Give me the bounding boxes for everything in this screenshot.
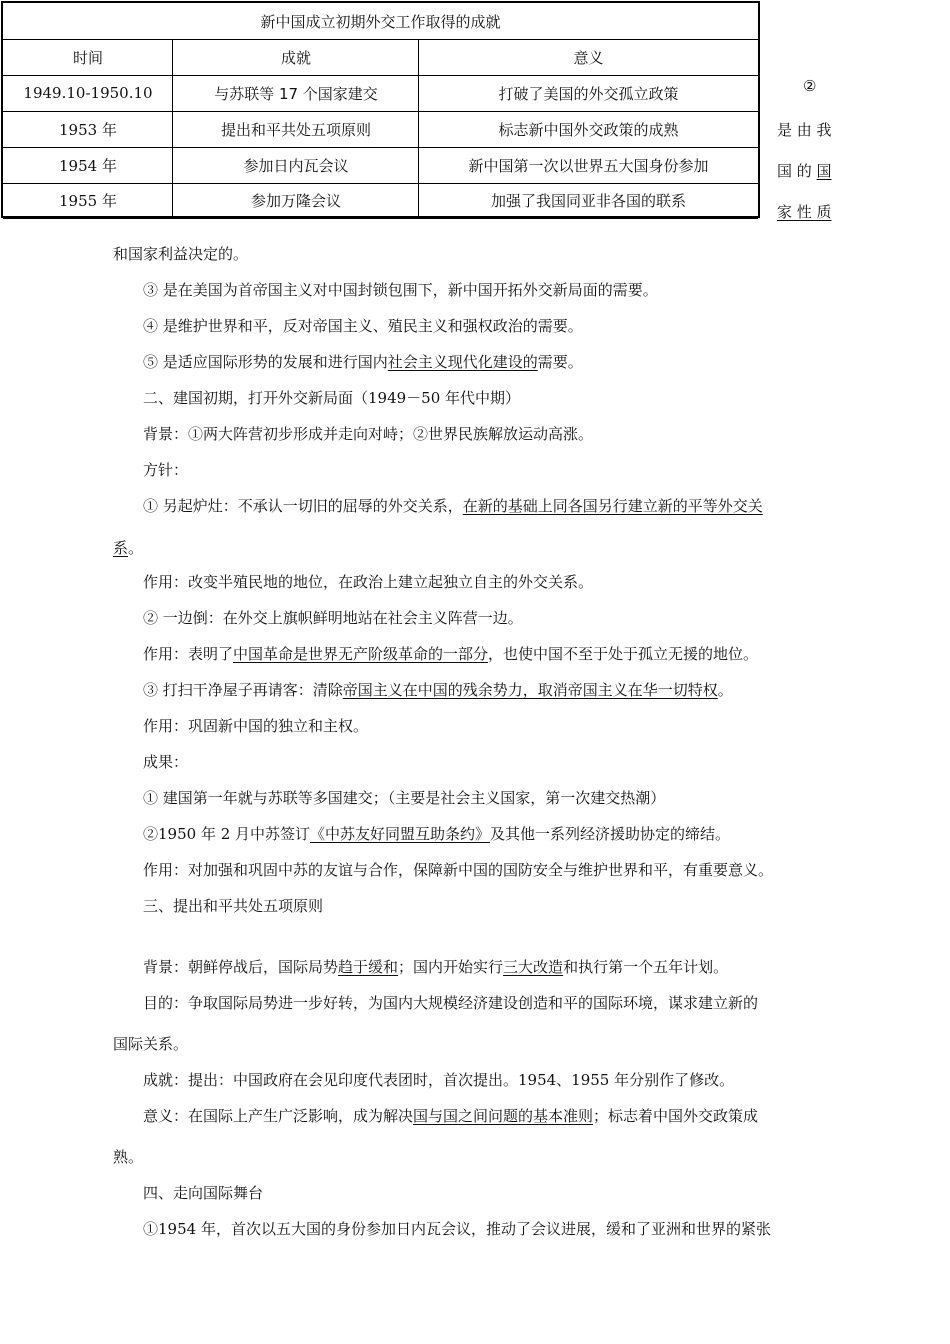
paragraph xyxy=(143,495,950,516)
header-time: 时间 xyxy=(72,48,103,67)
row-meaning: 标志新中国外交政策的成熟 xyxy=(498,120,679,139)
row-time: 1954 年 xyxy=(59,156,117,175)
paragraph xyxy=(143,643,950,664)
text: ① 另起炉灶：不承认一切旧的屈辱的外交关系， xyxy=(143,497,463,515)
side-marker: ② xyxy=(803,77,817,95)
table-row xyxy=(3,183,758,219)
text: ③ 打扫干净屋子再请客：清除 xyxy=(143,681,343,699)
column-divider xyxy=(172,39,173,216)
text: ②1950 年 2 月中苏签订 xyxy=(143,825,311,843)
paragraph xyxy=(143,679,950,700)
side-text: 国 的 xyxy=(777,162,817,180)
paragraph: 目的：争取国际局势进一步好转，为国内大规模经济建设创造和平的国际环境，谋求建立新的 xyxy=(143,994,759,1012)
text: ，也使中国不至于处于孤立无援的地位。 xyxy=(488,645,759,663)
paragraph: 作用：改变半殖民地的地位，在政治上建立起独立自主的外交关系。 xyxy=(143,573,594,591)
underlined-text: 在新的基础上同各国另行建立新的平等外交关 xyxy=(462,497,763,515)
paragraph: 作用：巩固新中国的独立和主权。 xyxy=(143,717,369,735)
row-achievement: 参加日内瓦会议 xyxy=(243,156,349,175)
paragraph: 国际关系。 xyxy=(113,1035,189,1053)
achievements-table xyxy=(1,1,760,218)
paragraph: 成就：提出：中国政府在会见印度代表团时，首次提出。1954、1955 年分别作了修改。 xyxy=(143,1071,735,1089)
paragraph: ② 一边倒：在外交上旗帜鲜明地站在社会主义阵营一边。 xyxy=(143,609,523,627)
text: 意义：在国际上产生广泛影响，成为解决 xyxy=(143,1107,414,1125)
table-row xyxy=(3,75,758,112)
text: ；标志着中国外交政策成 xyxy=(593,1107,759,1125)
header-achievement: 成就 xyxy=(280,48,311,67)
paragraph: 背景：①两大阵营初步形成并走向对峙；②世界民族解放运动高涨。 xyxy=(143,425,594,443)
paragraph xyxy=(143,956,950,977)
side-text-line: 家 性 质 xyxy=(777,203,832,221)
paragraph: ①1954 年，首次以五大国的身份参加日内瓦会议，推动了会议进展，缓和了亚洲和世界的紧张 xyxy=(143,1220,771,1238)
table-title-row xyxy=(3,3,758,40)
paragraph xyxy=(143,823,950,844)
text: 及其他一系列经济援助协定的缔结。 xyxy=(490,825,731,843)
underlined-text: 社会主义现代化建设的 xyxy=(387,353,538,371)
side-text-line: 是 由 我 xyxy=(777,121,832,139)
paragraph xyxy=(143,1105,950,1126)
row-achievement: 参加万隆会议 xyxy=(250,192,341,210)
underlined-text: 系 xyxy=(113,539,129,557)
underlined-text: 国与国之间问题的基本准则 xyxy=(413,1107,594,1125)
paragraph: 成果： xyxy=(143,753,189,771)
text: ；国内开始实行 xyxy=(398,958,504,976)
paragraph: ④ 是维护世界和平，反对帝国主义、殖民主义和强权政治的需要。 xyxy=(143,317,583,335)
paragraph: 和国家利益决定的。 xyxy=(113,245,249,263)
paragraph xyxy=(143,351,950,372)
row-achievement: 提出和平共处五项原则 xyxy=(220,120,371,139)
text: 需要。 xyxy=(537,353,583,371)
table-row xyxy=(3,147,758,184)
row-time: 1949.10-1950.10 xyxy=(23,84,153,102)
row-meaning: 打破了美国的外交孤立政策 xyxy=(498,84,679,103)
text: 和执行第一个五年计划。 xyxy=(563,958,729,976)
underlined-text: 《中苏友好同盟互助条约》 xyxy=(310,825,491,843)
text: 背景：朝鲜停战后，国际局势 xyxy=(143,958,339,976)
side-text-underlined: 国 xyxy=(816,162,832,180)
row-meaning: 新中国第一次以世界五大国身份参加 xyxy=(468,156,709,175)
section-heading: 四、走向国际舞台 xyxy=(143,1184,264,1202)
paragraph: 熟。 xyxy=(113,1148,144,1166)
paragraph: ③ 是在美国为首帝国主义对中国封锁包围下，新中国开拓外交新局面的需要。 xyxy=(143,281,658,299)
row-meaning: 加强了我国同亚非各国的联系 xyxy=(490,192,686,210)
section-heading: 二、建国初期，打开外交新局面（1949－50 年代中期） xyxy=(143,389,521,407)
text: 。 xyxy=(128,539,144,557)
underlined-text: 三大改造 xyxy=(503,958,564,976)
text: 。 xyxy=(717,681,733,699)
underlined-text: 中国革命是世界无产阶级革命的一部分 xyxy=(233,645,489,663)
header-meaning: 意义 xyxy=(573,48,604,67)
table-title: 新中国成立初期外交工作取得的成就 xyxy=(260,12,501,31)
underlined-text: 趋于缓和 xyxy=(338,958,399,976)
row-time: 1955 年 xyxy=(59,192,117,210)
text: ⑤ 是适应国际形势的发展和进行国内 xyxy=(143,353,388,371)
paragraph xyxy=(113,537,950,558)
text: 作用：表明了 xyxy=(143,645,234,663)
paragraph: 作用：对加强和巩固中苏的友谊与合作，保障新中国的国防安全与维护世界和平，有重要意义。 xyxy=(143,861,774,879)
table-header-row xyxy=(3,39,758,76)
column-divider xyxy=(418,39,419,216)
side-text-line xyxy=(777,160,832,181)
paragraph: 方针： xyxy=(143,461,189,479)
section-heading: 三、提出和平共处五项原则 xyxy=(143,897,324,915)
row-achievement: 与苏联等 17 个国家建交 xyxy=(214,84,378,103)
paragraph: ① 建国第一年就与苏联等多国建交；（主要是社会主义国家，第一次建交热潮） xyxy=(143,789,666,807)
underlined-text: 帝国主义在中国的残余势力，取消帝国主义在华一切特权 xyxy=(342,681,718,699)
table-row xyxy=(3,111,758,148)
row-time: 1953 年 xyxy=(59,120,117,139)
